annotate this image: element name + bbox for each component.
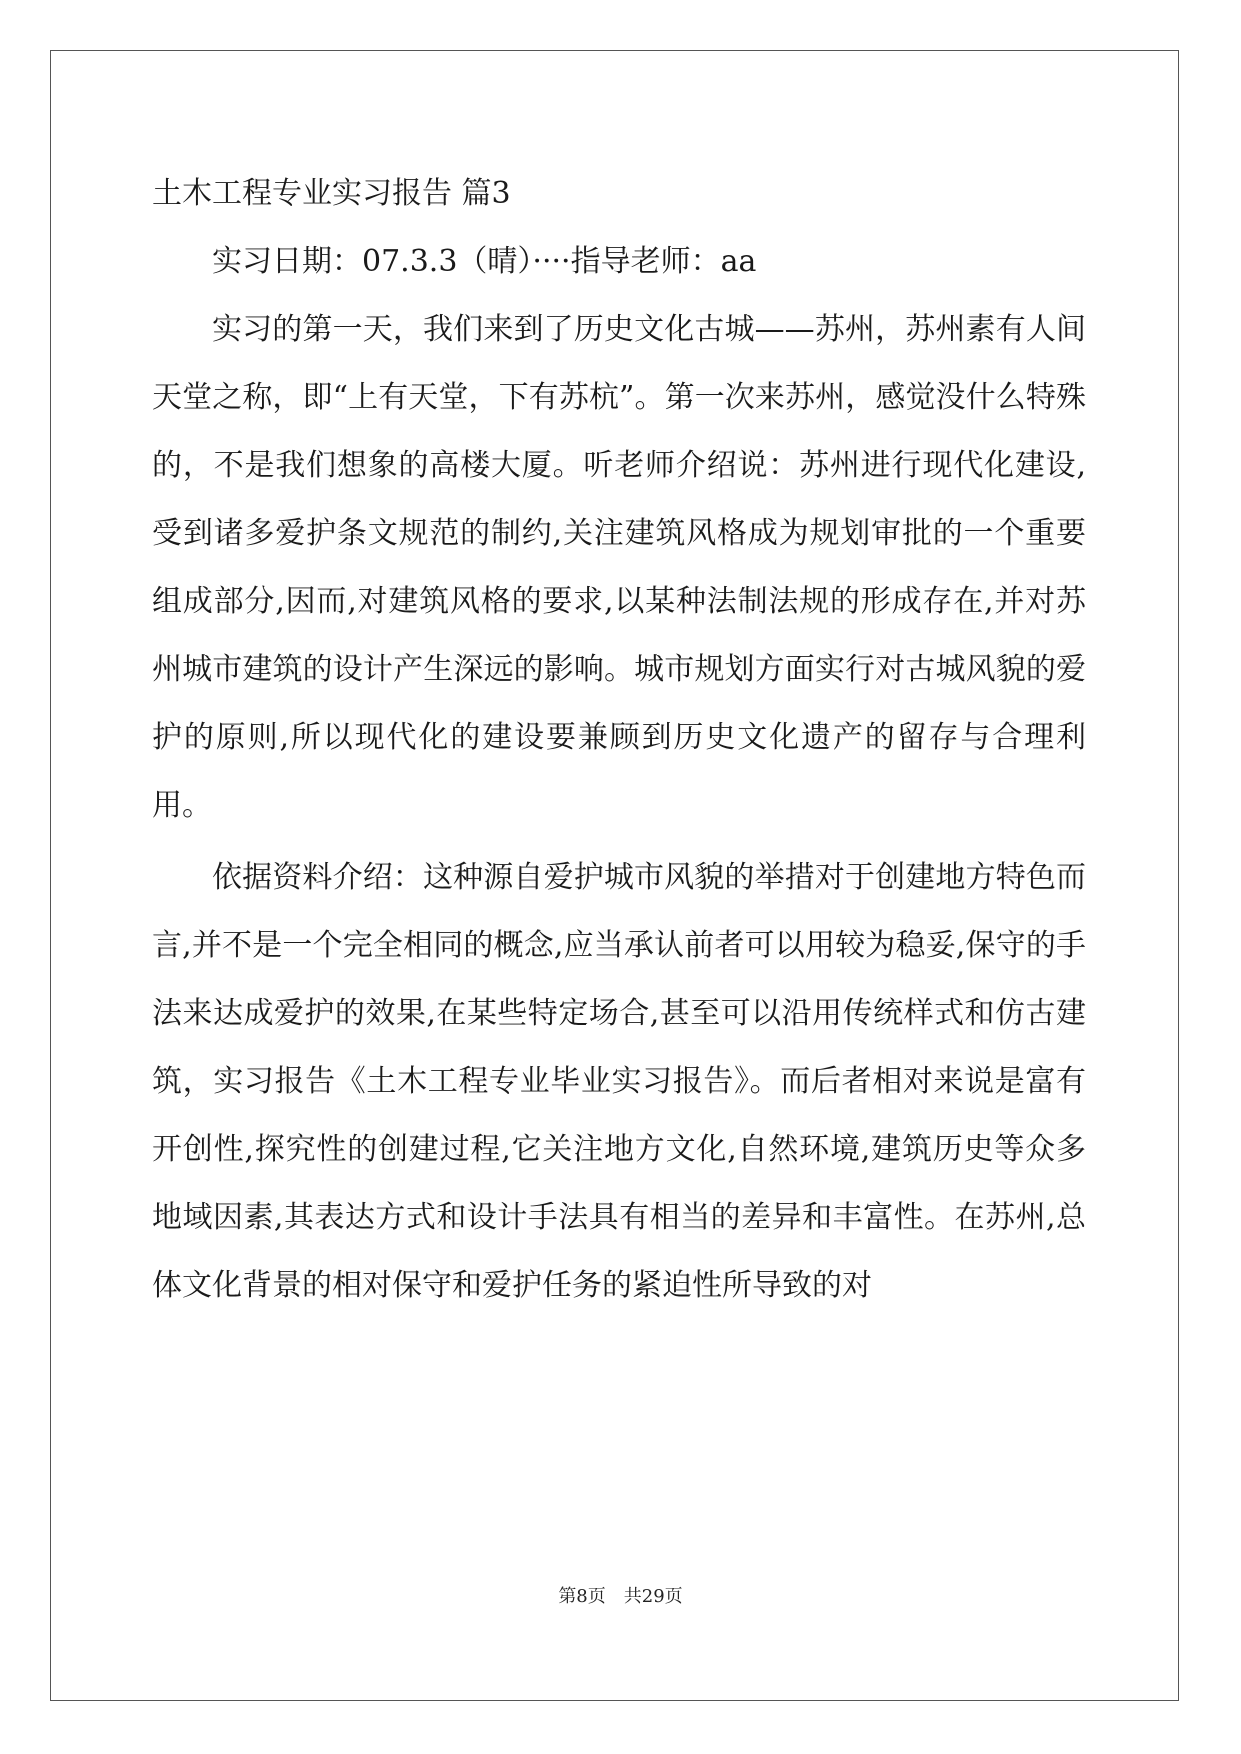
- paragraph-2: 依据资料介绍：这种源自爱护城市风貌的举措对于创建地方特色而言,并不是一个完全相同的概念,应当承认前者可以用较为稳妥,保守的手法来达成爱护的效果,在某些特定场合,甚至可以沿用传统样式和仿古建筑，实习报告《土木工程专业毕业实习报告》。而后者相对来说是富有开创性,探究性的创建过程,它关注地方文化,自然环境,建筑历史等众多地域因素,其表达方式和设计手法具有相当的差异和丰富性。在苏州,总体文化背景的相对保守和爱护任务的紧迫性所导致的对: [152, 860, 1086, 1303]
- paragraph-1: 实习的第一天，我们来到了历史文化古城——苏州，苏州素有人间天堂之称，即“上有天堂，下有苏杭”。第一次来苏州，感觉没什么特殊的，不是我们想象的高楼大厦。听老师介绍说：苏州进行现代化建设,受到诸多爱护条文规范的制约,关注建筑风格成为规划审批的一个重要组成部分,因而,对建筑风格的要求,以某种法制法规的形成存在,并对苏州城市建筑的设计产生深远的影响。城市规划方面实行对古城风貌的爱护的原则,所以现代化的建设要兼顾到历史文化遗产的留存与合理利用。: [152, 312, 1086, 823]
- page-footer: [0, 1582, 1241, 1608]
- date-teacher-line: 实习日期：07.3.3（晴）····指导老师：aa: [212, 244, 757, 279]
- document-body: [152, 160, 1086, 1322]
- page-total: 共29页: [623, 1586, 683, 1607]
- page-number: 第8页: [558, 1586, 606, 1607]
- document-heading: 土木工程专业实习报告 篇3: [152, 176, 511, 211]
